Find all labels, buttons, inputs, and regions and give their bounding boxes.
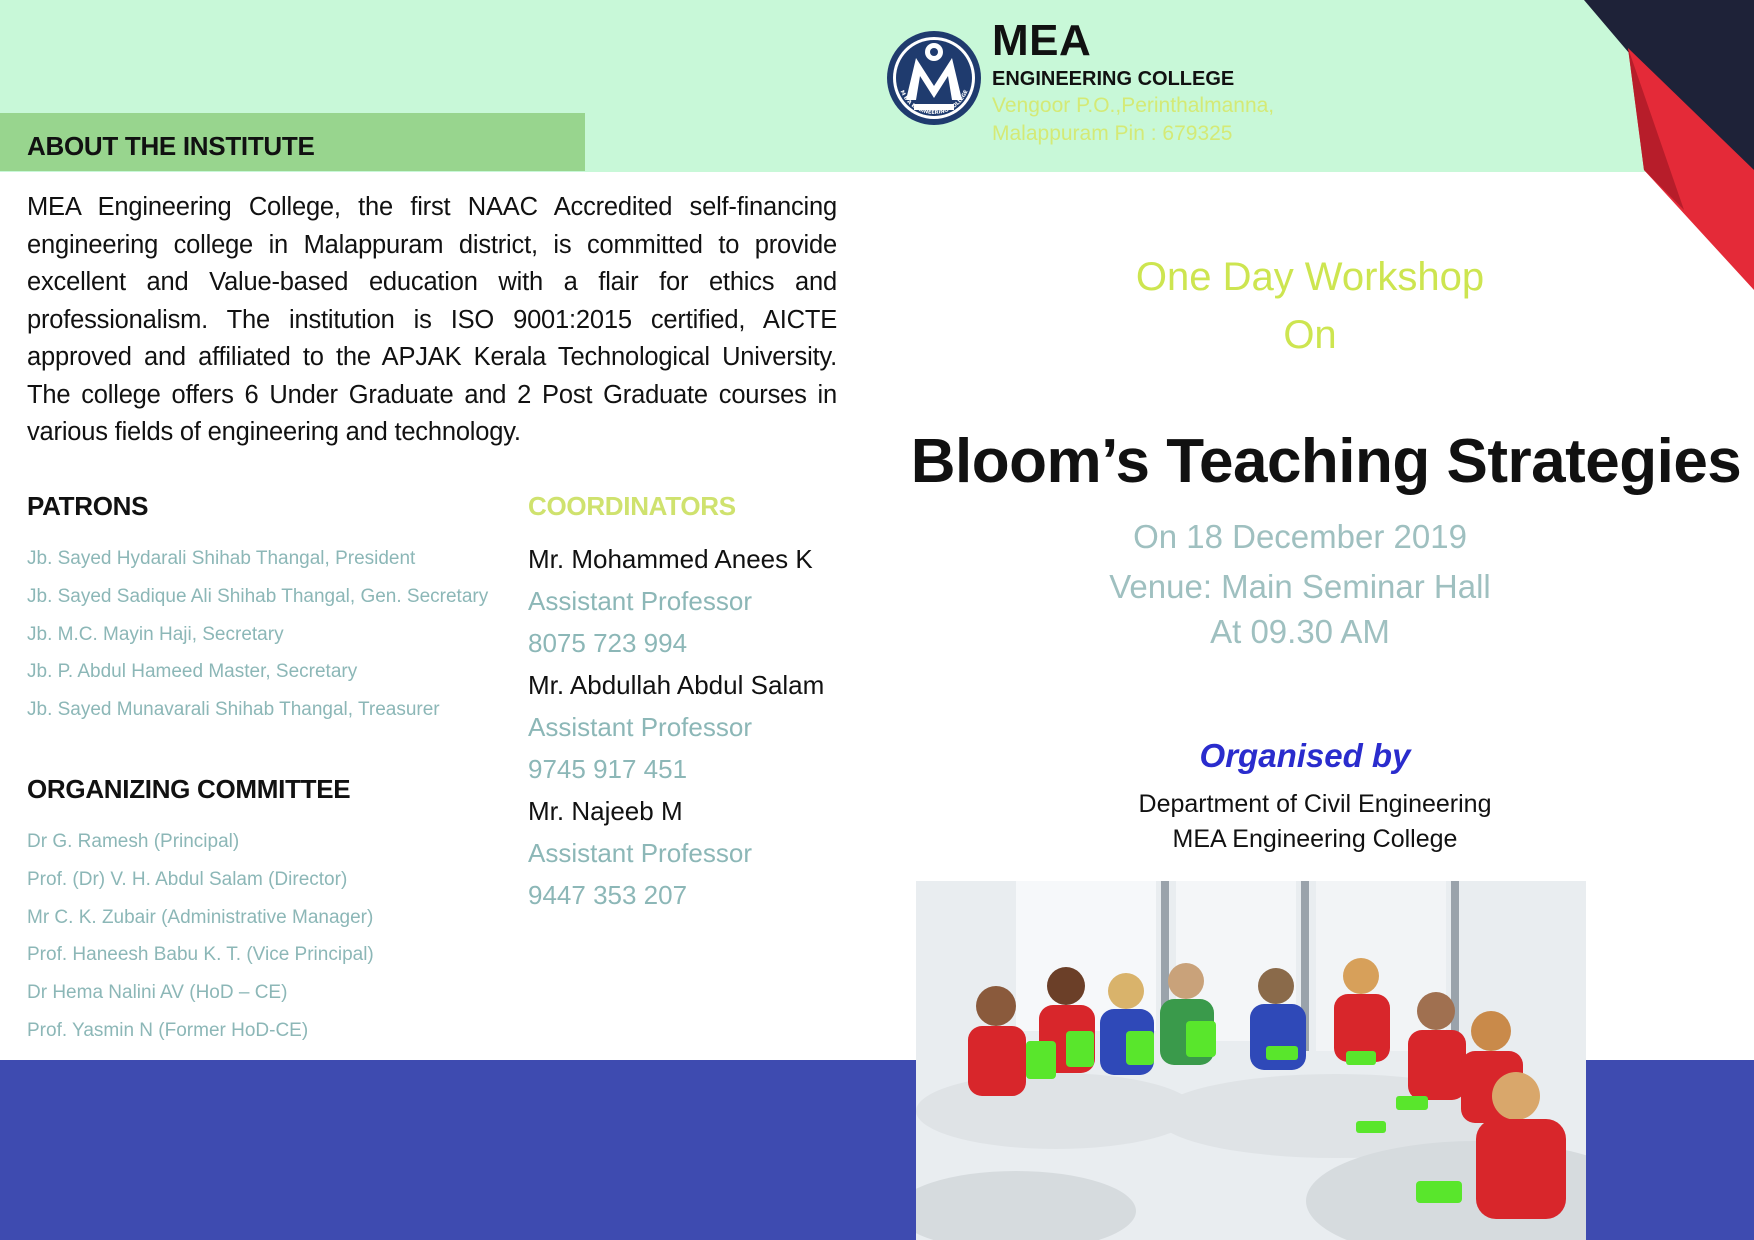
patron-item: Jb. P. Abdul Hameed Master, Secretary: [27, 661, 358, 683]
coordinator-name: Mr. Abdullah Abdul Salam: [528, 670, 825, 700]
event-venue: Venue: Main Seminar Hall: [1109, 568, 1491, 605]
college-crest-icon: [884, 28, 984, 128]
committee-item: Prof. (Dr) V. H. Abdul Salam (Director): [27, 868, 348, 890]
patrons-list: [27, 540, 488, 729]
workshop-line2: On: [1283, 313, 1337, 357]
committee-item: Prof. Yasmin N (Former HoD-CE): [27, 1019, 309, 1041]
patron-item: Jb. Sayed Munavarali Shihab Thangal, Treasurer: [27, 699, 440, 721]
committee-item: Dr G. Ramesh (Principal): [27, 831, 240, 852]
event-title: Bloom’s Teaching Strategies: [910, 427, 1742, 496]
about-text: MEA Engineering College, the first NAAC Accredited self-financing engineering college in Malappuram district, is committed to provide excellent and Value-based education with a flair for ethics and professionalism. The institution is ISO 9001:2015 certified, AICTE approved and affiliated to the APJAK Kerala Technological University. The college offers 6 Under Graduate and 2 Post Graduate courses in various fields of engineering and technology.: [27, 193, 837, 446]
coordinator-designation: Assistant Professor: [528, 838, 752, 868]
coordinator-phone: 8075 723 994: [528, 628, 688, 658]
event-time: At 09.30 AM: [1210, 613, 1390, 650]
coordinator-designation: Assistant Professor: [528, 712, 752, 742]
organiser-college: MEA Engineering College: [1172, 825, 1458, 853]
committee-item: Mr C. K. Zubair (Administrative Manager): [27, 906, 374, 928]
organiser-department: Department of Civil Engineering: [1138, 790, 1492, 818]
coordinators-title: COORDINATORS: [528, 491, 736, 521]
about-title: ABOUT THE INSTITUTE: [27, 131, 315, 161]
college-address-line2: Malappuram Pin : 679325: [992, 122, 1233, 145]
committee-list: [27, 823, 374, 1050]
college-address-line1: Vengoor P.O.,Perinthalmanna,: [992, 94, 1275, 117]
workshop-line1: One Day Workshop: [1135, 255, 1485, 299]
patrons-title: PATRONS: [27, 491, 149, 521]
committee-item: Prof. Haneesh Babu K. T. (Vice Principal): [27, 944, 374, 966]
coordinator-phone: 9745 917 451: [528, 754, 688, 784]
patron-item: Jb. M.C. Mayin Haji, Secretary: [27, 623, 284, 645]
coordinator-name: Mr. Najeeb M: [528, 796, 683, 826]
organised-by-label: Organised by: [1199, 737, 1411, 774]
coordinators-list: [528, 538, 824, 916]
event-date: On 18 December 2019: [1133, 518, 1467, 555]
coordinator-name: Mr. Mohammed Anees K: [528, 544, 813, 574]
coordinator-designation: Assistant Professor: [528, 586, 752, 616]
classroom-students-tablets-image: [916, 881, 1586, 1240]
college-name: MEA: [992, 16, 1092, 65]
committee-item: Dr Hema Nalini AV (HoD – CE): [27, 982, 288, 1004]
coordinator-phone: 9447 353 207: [528, 880, 688, 910]
committee-title: ORGANIZING COMMITTEE: [27, 774, 351, 804]
corner-decoration: [1584, 0, 1754, 290]
patron-item: Jb. Sayed Hydarali Shihab Thangal, President: [27, 548, 416, 569]
patron-item: Jb. Sayed Sadique Ali Shihab Thangal, Gen. Secretary: [27, 585, 489, 607]
logo-ring-text: M E A ENGINEERING COLLEGE: [898, 89, 970, 117]
college-subtitle: ENGINEERING COLLEGE: [992, 68, 1235, 90]
